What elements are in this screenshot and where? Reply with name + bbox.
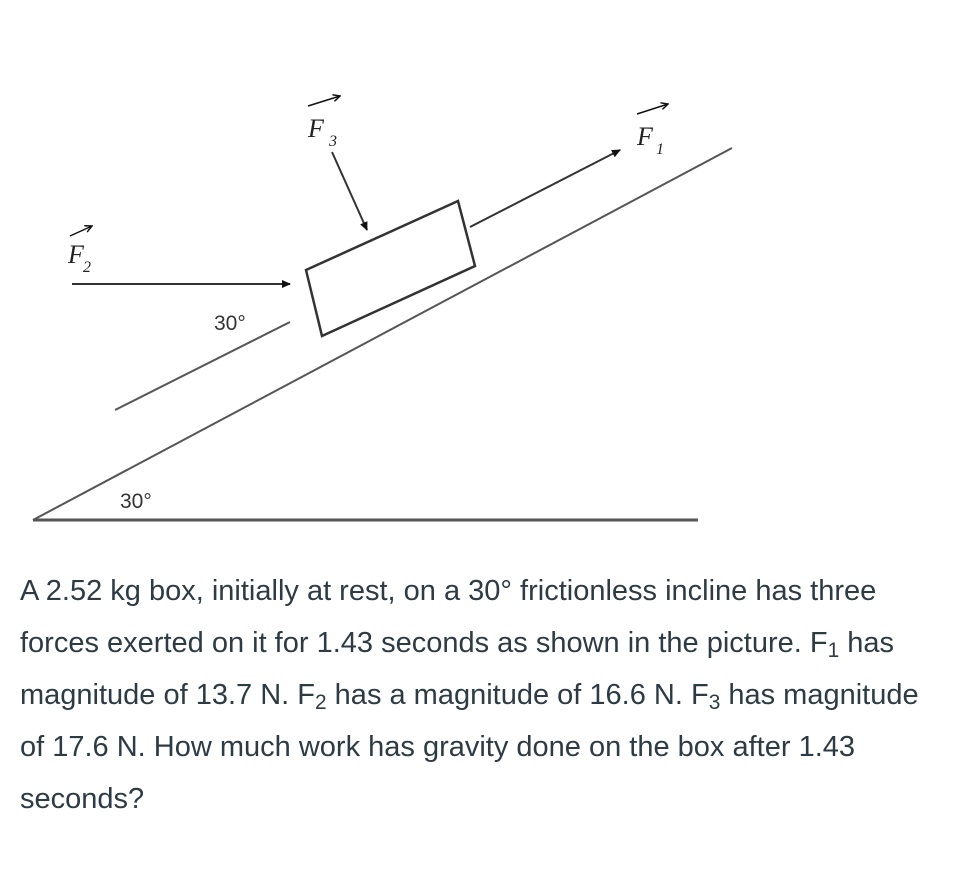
problem-text (20, 565, 945, 825)
problem-part-1: A 2.52 kg box, initially at rest, on a 30° frictionless incline has three forces exerted on it for 1.43 seconds as shown in the picture. F (20, 575, 877, 659)
problem-part-2: has magnitude of 13.7 N. F (20, 627, 895, 711)
subscript-2: 2 (315, 691, 327, 715)
subscript-1: 1 (827, 639, 840, 663)
incline-surface (33, 148, 732, 520)
f3-overarrow-icon (308, 96, 340, 106)
angle-label-force: 30° (214, 312, 246, 335)
box (306, 201, 475, 336)
f1-arrow (470, 150, 620, 227)
svg-text:F: F (308, 114, 324, 143)
f3-label (307, 96, 340, 150)
f2-overarrow-icon (70, 226, 92, 236)
svg-text:F: F (637, 122, 653, 151)
svg-text:2: 2 (83, 259, 91, 276)
problem-statement (20, 565, 945, 825)
problem-part-4: has magnitude of 17.6 N. How much work has gravity done on the box after 1.43 seconds? (20, 679, 919, 815)
svg-text:F: F (68, 240, 84, 269)
svg-text:1: 1 (656, 141, 664, 158)
f3-arrow (332, 152, 367, 230)
f2-label (67, 226, 92, 276)
problem-part-3: has a magnitude of 16.6 N. F (326, 679, 709, 711)
subscript-3: 3 (708, 691, 721, 715)
angle-label-incline: 30° (120, 490, 152, 513)
f1-label (636, 104, 668, 158)
f1-overarrow-icon (637, 104, 668, 114)
svg-text:3: 3 (329, 133, 337, 150)
